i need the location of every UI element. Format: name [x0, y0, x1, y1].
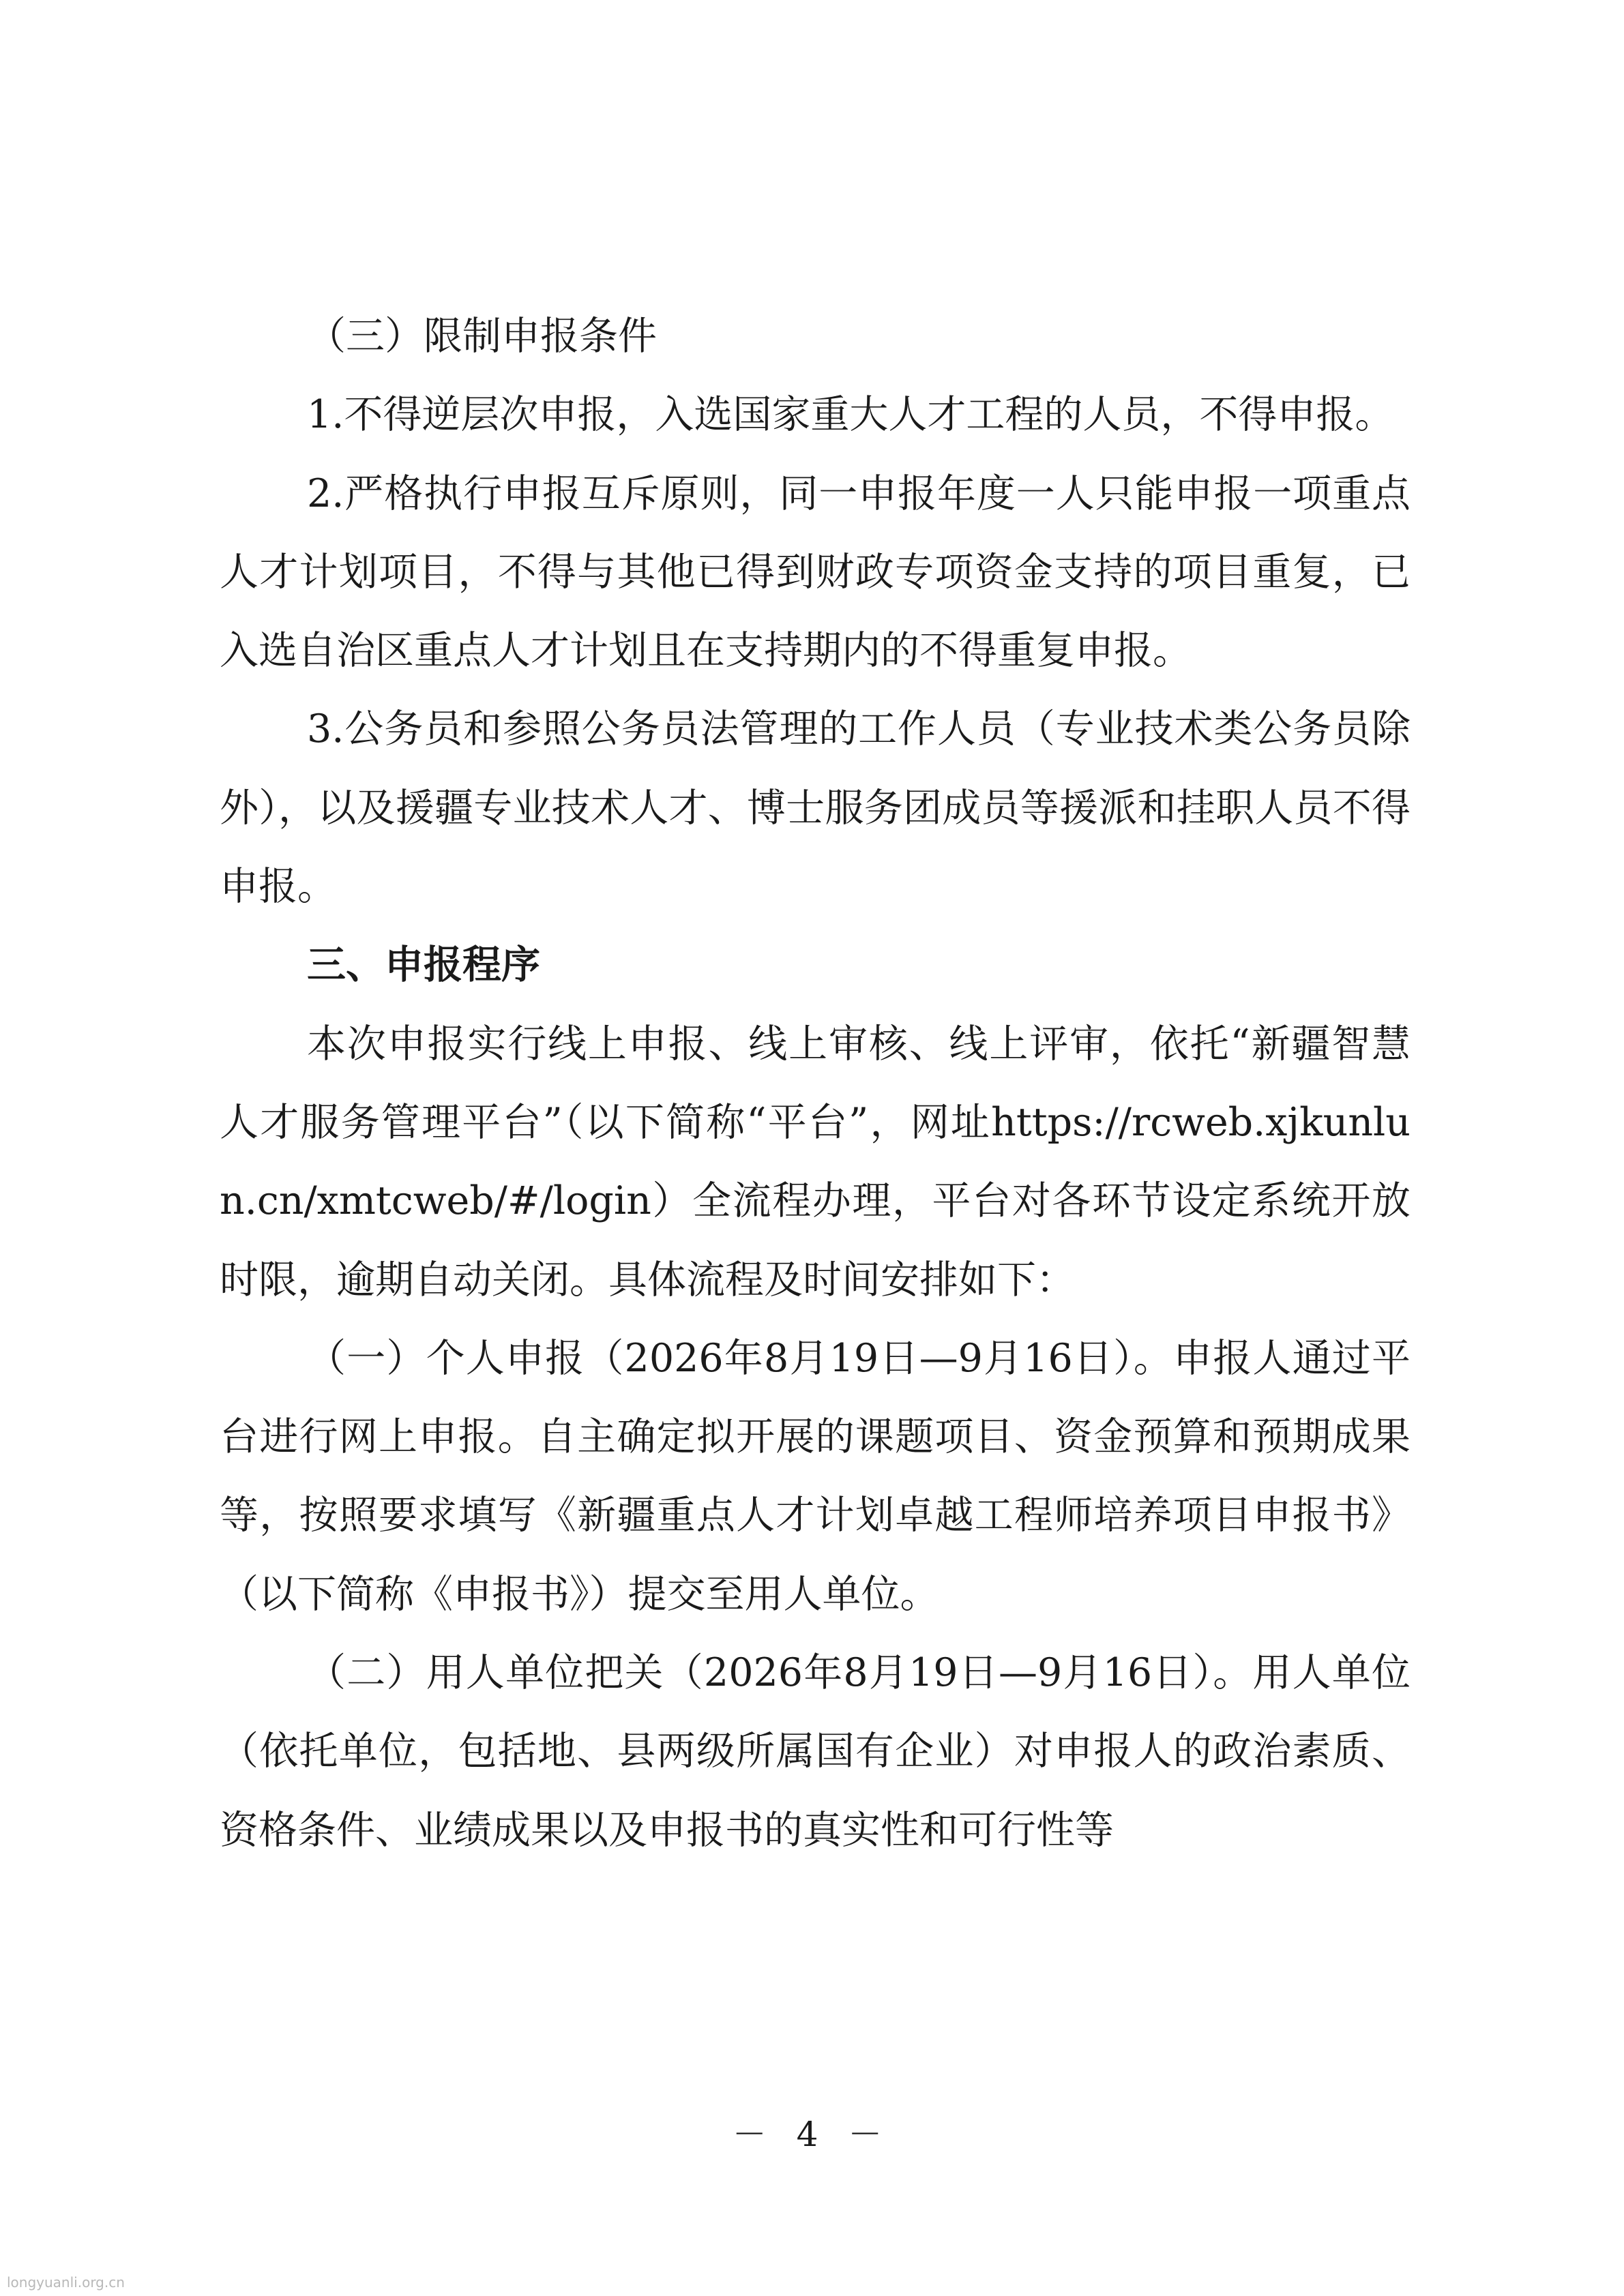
restriction-item-2: 2.严格执行申报互斥原则，同一申报年度一人只能申报一项重点人才计划项目，不得与其他已得到财政专项资金支持的项目重复，已入选自治区重点人才计划且在支持期内的不得重复申报。 — [220, 471, 1411, 674]
procedure-step-employer-review: （二）用人单位把关（2026年8月19日—9月16日）。用人单位（依托单位，包括地、县两级所属国有企业）对申报人的政治素质、资格条件、业绩成果以及申报书的真实性和可行性等 — [220, 1650, 1411, 1853]
page-number: － 4 － — [732, 2115, 892, 2154]
subsection-heading-restrictions: （三）限制申报条件 — [307, 314, 657, 359]
restriction-item-1: 1.不得逆层次申报，入选国家重大人才工程的人员，不得申报。 — [307, 392, 1394, 438]
procedure-step-personal-application: （一）个人申报（2026年8月19日—9月16日）。申报人通过平台进行网上申报。自主确定拟开展的课题项目、资金预算和预期成果等，按照要求填写《新疆重点人才计划卓越工程师培养项目申报书》（以下简称《申报书》）提交至用人单位。 — [220, 1335, 1411, 1617]
site-watermark: longyuanli.org.cn — [7, 2274, 125, 2291]
restriction-item-3: 3.公务员和参照公务员法管理的工作人员（专业技术类公务员除外），以及援疆专业技术人才、博士服务团成员等援派和挂职人员不得申报。 — [220, 706, 1411, 910]
procedure-intro-paragraph: 本次申报实行线上申报、线上审核、线上评审，依托“新疆智慧人才服务管理平台”（以下简称“平台”，网址https://rcweb.xjkunlun.cn/xmtcweb/#/login）全流程办理，平台对各环节设定系统开放时限，逾期自动关闭。具体流程及时间安排如下： — [220, 1021, 1411, 1302]
document-body — [220, 297, 1411, 1870]
section-heading-procedure: 三、申报程序 — [307, 942, 540, 988]
